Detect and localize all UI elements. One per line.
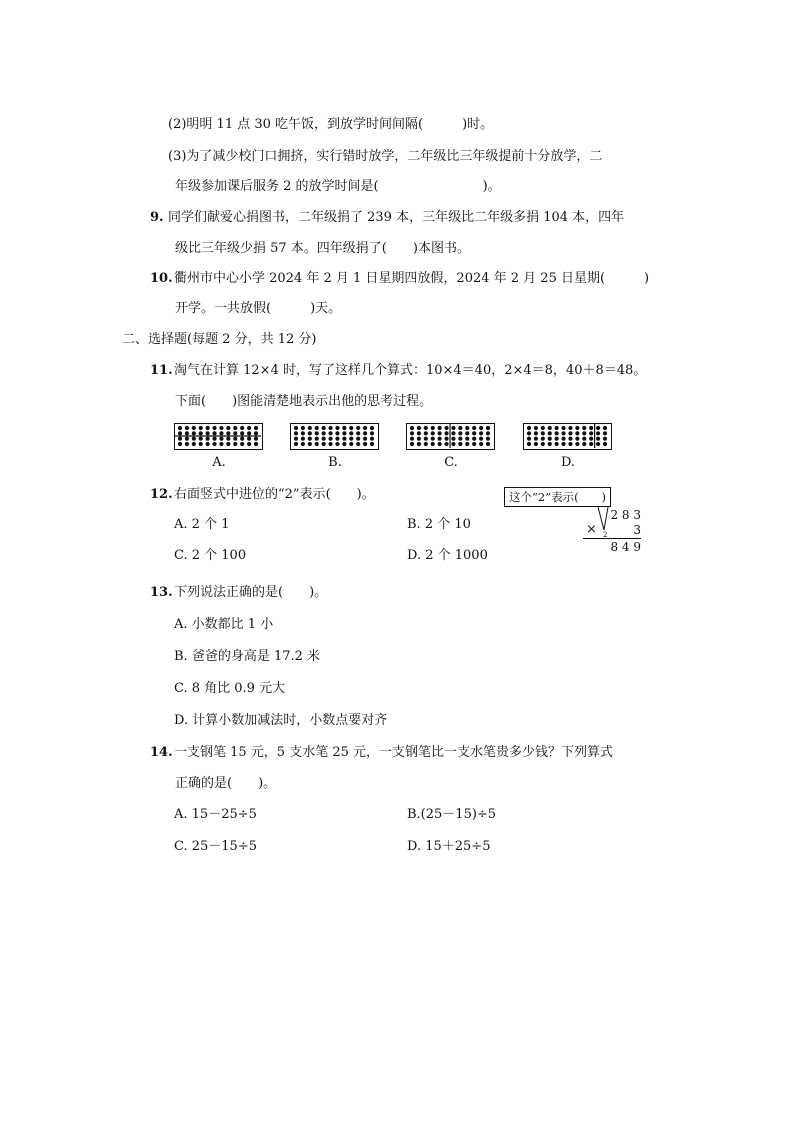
dot bbox=[458, 426, 462, 430]
option-a-label: A. bbox=[212, 455, 226, 470]
dot bbox=[219, 442, 223, 446]
dot bbox=[226, 426, 230, 430]
dot bbox=[582, 442, 586, 446]
dot bbox=[315, 442, 319, 446]
top-number: 2 8 3 bbox=[610, 508, 641, 522]
dot bbox=[254, 437, 258, 441]
dot bbox=[438, 431, 442, 435]
dot bbox=[328, 426, 332, 430]
dot bbox=[410, 426, 414, 430]
times-sign: × bbox=[586, 522, 597, 537]
dot bbox=[335, 437, 339, 441]
dot bbox=[335, 426, 339, 430]
dot bbox=[451, 442, 455, 446]
q14-number: 14. bbox=[150, 745, 173, 760]
dot bbox=[603, 426, 607, 430]
dot-grid bbox=[407, 424, 493, 448]
dot bbox=[534, 437, 538, 441]
dot bbox=[458, 437, 462, 441]
dot bbox=[247, 437, 251, 441]
dot bbox=[335, 442, 339, 446]
dot bbox=[555, 426, 559, 430]
dot bbox=[596, 442, 600, 446]
dot bbox=[199, 442, 203, 446]
dot bbox=[465, 431, 469, 435]
dot bbox=[226, 437, 230, 441]
dot bbox=[192, 437, 196, 441]
dot bbox=[555, 442, 559, 446]
q14-line1: 一支钢笔 15 元，5 支水笔 25 元，一支钢笔比一支水笔贵多少钱？下列算式 bbox=[174, 745, 614, 760]
dot bbox=[596, 437, 600, 441]
dot bbox=[199, 426, 203, 430]
dot bbox=[349, 431, 353, 435]
dot bbox=[247, 442, 251, 446]
dot bbox=[370, 426, 374, 430]
dot bbox=[451, 437, 455, 441]
dot bbox=[178, 431, 182, 435]
dot bbox=[254, 431, 258, 435]
dot bbox=[479, 431, 483, 435]
dot bbox=[185, 437, 189, 441]
section-title: 二、选择题(每题 2 分，共 12 分) bbox=[122, 332, 317, 347]
multiplier: 3 bbox=[633, 523, 641, 537]
q14-option-a: A. 15－25÷5 bbox=[174, 807, 257, 822]
dot bbox=[240, 442, 244, 446]
q12-number: 12. bbox=[150, 487, 173, 502]
dot bbox=[363, 442, 367, 446]
dot bbox=[472, 442, 476, 446]
dot bbox=[212, 426, 216, 430]
dot bbox=[541, 426, 545, 430]
dot bbox=[247, 426, 251, 430]
dot bbox=[233, 437, 237, 441]
q13-option-c: C. 8 角比 0.9 元大 bbox=[174, 681, 286, 696]
dot bbox=[589, 437, 593, 441]
q9-line2: 级比三年级少捐 57 本。四年级捐了( )本图书。 bbox=[175, 241, 470, 256]
q9-number: 9. bbox=[150, 210, 164, 225]
dot bbox=[575, 437, 579, 441]
carry-digit: 2 bbox=[603, 531, 608, 539]
q8-part3-line1: (3)为了减少校门口拥挤，实行错时放学，二年级比三年级提前十分放学，二 bbox=[168, 149, 603, 164]
dot bbox=[548, 442, 552, 446]
q8-part3-line2: 年级参加课后服务 2 的放学时间是( )。 bbox=[175, 179, 501, 194]
dot bbox=[356, 442, 360, 446]
dot bbox=[199, 437, 203, 441]
dot bbox=[342, 442, 346, 446]
dot bbox=[486, 437, 490, 441]
dot bbox=[233, 426, 237, 430]
q14-option-c: C. 25－15÷5 bbox=[174, 839, 257, 854]
dot bbox=[322, 442, 326, 446]
dot bbox=[363, 426, 367, 430]
dot bbox=[534, 426, 538, 430]
dot bbox=[438, 437, 442, 441]
carry-callout-box: 这个“2”表示( ) bbox=[504, 487, 611, 507]
dot bbox=[472, 437, 476, 441]
dot bbox=[568, 431, 572, 435]
dot bbox=[254, 426, 258, 430]
dot bbox=[308, 442, 312, 446]
dot bbox=[444, 426, 448, 430]
dot bbox=[226, 431, 230, 435]
dot bbox=[486, 426, 490, 430]
dot bbox=[541, 442, 545, 446]
dot bbox=[486, 442, 490, 446]
dot bbox=[431, 431, 435, 435]
dot bbox=[212, 437, 216, 441]
q11-line2: 下面( )图能清楚地表示出他的思考过程。 bbox=[175, 394, 433, 409]
dot bbox=[568, 442, 572, 446]
dot-array-d bbox=[523, 423, 612, 450]
dot bbox=[247, 431, 251, 435]
dot bbox=[555, 437, 559, 441]
dot bbox=[603, 437, 607, 441]
dot-grid bbox=[291, 424, 377, 448]
dot bbox=[603, 431, 607, 435]
dot bbox=[356, 437, 360, 441]
dot bbox=[356, 426, 360, 430]
q13-option-b: B. 爸爸的身高是 17.2 米 bbox=[174, 649, 321, 664]
dot bbox=[254, 442, 258, 446]
dot-grid bbox=[524, 424, 610, 448]
dot bbox=[240, 437, 244, 441]
dot bbox=[212, 431, 216, 435]
dot bbox=[555, 431, 559, 435]
dot bbox=[575, 431, 579, 435]
dot bbox=[342, 426, 346, 430]
dot bbox=[212, 442, 216, 446]
dot bbox=[356, 431, 360, 435]
dot bbox=[417, 431, 421, 435]
dot bbox=[451, 431, 455, 435]
dot bbox=[301, 442, 305, 446]
dot bbox=[561, 442, 565, 446]
dot bbox=[226, 442, 230, 446]
dot bbox=[603, 442, 607, 446]
dot bbox=[589, 426, 593, 430]
dot bbox=[534, 442, 538, 446]
dot bbox=[479, 437, 483, 441]
dot bbox=[561, 431, 565, 435]
dot bbox=[315, 426, 319, 430]
dot bbox=[192, 426, 196, 430]
dot bbox=[548, 437, 552, 441]
dot bbox=[568, 437, 572, 441]
dot bbox=[548, 426, 552, 430]
dot bbox=[486, 431, 490, 435]
dot bbox=[575, 442, 579, 446]
dot bbox=[451, 426, 455, 430]
dot bbox=[370, 442, 374, 446]
dot bbox=[219, 426, 223, 430]
q11-line1: 淘气在计算 12×4 时，写了这样几个算式：10×4＝40，2×4＝8，40＋8＝48。 bbox=[174, 363, 647, 378]
dot bbox=[192, 442, 196, 446]
dot-array-a bbox=[174, 423, 263, 450]
dot bbox=[582, 426, 586, 430]
dot bbox=[301, 431, 305, 435]
dot bbox=[479, 426, 483, 430]
dot bbox=[185, 442, 189, 446]
q14-option-d: D. 15＋25÷5 bbox=[407, 839, 491, 854]
dot bbox=[294, 437, 298, 441]
dot bbox=[349, 437, 353, 441]
q13-option-a: A. 小数都比 1 小 bbox=[174, 617, 274, 632]
dot bbox=[438, 442, 442, 446]
dot bbox=[315, 431, 319, 435]
dot bbox=[472, 431, 476, 435]
dot bbox=[444, 442, 448, 446]
dot bbox=[192, 431, 196, 435]
dot bbox=[294, 442, 298, 446]
dot bbox=[206, 431, 210, 435]
q12-option-a: A. 2 个 1 bbox=[174, 517, 230, 532]
dot bbox=[349, 442, 353, 446]
dot bbox=[294, 431, 298, 435]
dot bbox=[178, 442, 182, 446]
dot bbox=[424, 437, 428, 441]
dot bbox=[561, 437, 565, 441]
q14-line2: 正确的是( )。 bbox=[175, 776, 277, 791]
dot bbox=[240, 426, 244, 430]
dot bbox=[596, 431, 600, 435]
dot bbox=[301, 437, 305, 441]
q12-option-c: C. 2 个 100 bbox=[174, 548, 247, 563]
dot bbox=[444, 437, 448, 441]
dot bbox=[328, 431, 332, 435]
dot bbox=[458, 442, 462, 446]
dot bbox=[417, 426, 421, 430]
dot bbox=[548, 431, 552, 435]
dot bbox=[206, 437, 210, 441]
option-b-label: B. bbox=[328, 455, 342, 470]
dot bbox=[444, 431, 448, 435]
dot bbox=[363, 437, 367, 441]
q12-option-d: D. 2 个 1000 bbox=[407, 548, 488, 563]
dot bbox=[363, 431, 367, 435]
dot bbox=[527, 437, 531, 441]
dot bbox=[596, 426, 600, 430]
dot bbox=[465, 437, 469, 441]
dot bbox=[479, 442, 483, 446]
dot bbox=[575, 426, 579, 430]
dot bbox=[410, 442, 414, 446]
dot bbox=[185, 431, 189, 435]
dot bbox=[370, 431, 374, 435]
dot bbox=[206, 442, 210, 446]
dot bbox=[219, 437, 223, 441]
dot bbox=[322, 437, 326, 441]
dot bbox=[199, 431, 203, 435]
dot bbox=[410, 431, 414, 435]
dot bbox=[431, 437, 435, 441]
dot bbox=[315, 437, 319, 441]
dot bbox=[328, 442, 332, 446]
dot bbox=[342, 431, 346, 435]
dot bbox=[424, 442, 428, 446]
dot bbox=[349, 426, 353, 430]
dot bbox=[335, 431, 339, 435]
q14-option-b: B.(25－15)÷5 bbox=[407, 807, 497, 822]
dot bbox=[417, 442, 421, 446]
q8-part2: (2)明明 11 点 30 吃午饭，到放学时间间隔( )时。 bbox=[168, 117, 494, 132]
dot bbox=[178, 437, 182, 441]
dot bbox=[240, 431, 244, 435]
q10-number: 10. bbox=[150, 271, 173, 286]
dot bbox=[410, 437, 414, 441]
dot bbox=[219, 431, 223, 435]
dot bbox=[589, 431, 593, 435]
dot bbox=[582, 437, 586, 441]
dot bbox=[541, 431, 545, 435]
dot bbox=[206, 426, 210, 430]
dot bbox=[465, 442, 469, 446]
q12-option-b: B. 2 个 10 bbox=[407, 517, 471, 532]
dot bbox=[465, 426, 469, 430]
q10-line1: 衢州市中心小学 2024 年 2 月 1 日星期四放假，2024 年 2 月 25 日星期( ) bbox=[174, 271, 650, 286]
dot-grid bbox=[175, 424, 261, 448]
dot bbox=[178, 426, 182, 430]
dot bbox=[308, 431, 312, 435]
dot-array-c bbox=[406, 423, 495, 450]
dot bbox=[527, 442, 531, 446]
dot bbox=[541, 437, 545, 441]
dot bbox=[561, 426, 565, 430]
q9-line1: 同学们献爱心捐图书，二年级捐了 239 本，三年级比二年级多捐 104 本，四年 bbox=[168, 210, 625, 225]
dot bbox=[328, 437, 332, 441]
q13-stem: 下列说法正确的是( )。 bbox=[174, 585, 328, 600]
q13-number: 13. bbox=[150, 585, 173, 600]
dot bbox=[534, 431, 538, 435]
dot bbox=[233, 442, 237, 446]
dot bbox=[472, 426, 476, 430]
multiplication-rule bbox=[583, 538, 641, 539]
dot bbox=[527, 426, 531, 430]
dot bbox=[185, 426, 189, 430]
dot bbox=[424, 426, 428, 430]
product: 8 4 9 bbox=[610, 540, 641, 554]
option-c-label: C. bbox=[444, 455, 458, 470]
dot bbox=[438, 426, 442, 430]
dot bbox=[301, 426, 305, 430]
q13-option-d: D. 计算小数加减法时，小数点要对齐 bbox=[174, 713, 388, 728]
dot bbox=[322, 431, 326, 435]
dot bbox=[322, 426, 326, 430]
dot bbox=[294, 426, 298, 430]
dot bbox=[342, 437, 346, 441]
q12-stem: 右面竖式中进位的“2”表示( )。 bbox=[174, 487, 375, 502]
dot bbox=[431, 426, 435, 430]
dot bbox=[589, 442, 593, 446]
dot bbox=[568, 426, 572, 430]
dot bbox=[527, 431, 531, 435]
dot bbox=[582, 431, 586, 435]
q11-number: 11. bbox=[150, 363, 173, 378]
dot bbox=[233, 431, 237, 435]
dot-array-b bbox=[290, 423, 379, 450]
dot bbox=[370, 437, 374, 441]
option-d-label: D. bbox=[560, 455, 576, 470]
dot bbox=[424, 431, 428, 435]
dot bbox=[308, 426, 312, 430]
q10-line2: 开学。一共放假( )天。 bbox=[175, 301, 342, 316]
dot bbox=[431, 442, 435, 446]
dot bbox=[458, 431, 462, 435]
dot bbox=[308, 437, 312, 441]
dot bbox=[417, 437, 421, 441]
